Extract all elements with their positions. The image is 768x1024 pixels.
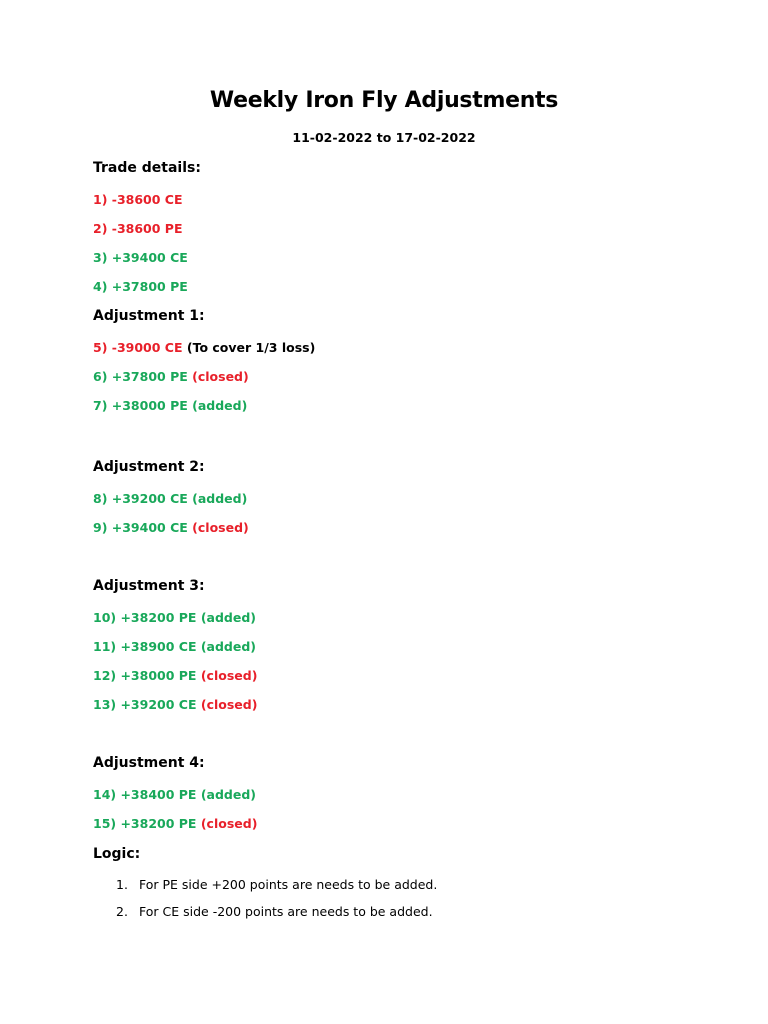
- position-label: 12) +38000 PE: [93, 668, 197, 683]
- adjustment-4-line-1: 14) +38400 PE (added): [93, 787, 257, 802]
- adjustment-3-heading: Adjustment 3:: [93, 578, 205, 594]
- position-label: 6) +37800 PE: [93, 369, 188, 384]
- document-title: Weekly Iron Fly Adjustments: [209, 88, 559, 113]
- list-number: 1.: [116, 877, 128, 892]
- closed-tag: (closed): [200, 668, 258, 683]
- trade-details-heading: Trade details:: [93, 160, 201, 176]
- position-label: 9) +39400 CE: [93, 520, 188, 535]
- adjustment-1-line-2: [93, 369, 249, 384]
- adjustment-2-line-1: 8) +39200 CE (added): [93, 491, 248, 506]
- adjustment-3-line-4: [93, 697, 257, 712]
- adjustment-4-heading: Adjustment 4:: [93, 755, 205, 771]
- position-label: 5) -39000 CE: [93, 340, 183, 355]
- adjustment-4-line-2: [93, 816, 257, 831]
- adjustment-1-heading: Adjustment 1:: [93, 308, 205, 324]
- position-label: 15) +38200 PE: [93, 816, 197, 831]
- adjustment-1-line-3: 7) +38000 PE (added): [93, 398, 248, 413]
- adjustment-1-line-1: [93, 340, 315, 355]
- closed-tag: (closed): [192, 520, 249, 535]
- trade-line-4: 4) +37800 PE: [93, 279, 188, 294]
- list-text: For CE side -200 points are needs to be added.: [139, 904, 433, 919]
- adjustment-2-heading: Adjustment 2:: [93, 459, 205, 475]
- list-text: For PE side +200 points are needs to be added.: [139, 877, 438, 892]
- closed-tag: (closed): [200, 816, 258, 831]
- adjustment-3-line-2: 11) +38900 CE (added): [93, 639, 257, 654]
- list-number: 2.: [116, 904, 128, 919]
- trade-line-1: 1) -38600 CE: [93, 192, 183, 207]
- trade-line-2: 2) -38600 PE: [93, 221, 183, 236]
- logic-heading: Logic:: [93, 846, 141, 862]
- date-range: 11-02-2022 to 17-02-2022: [292, 130, 476, 145]
- adjustment-3-line-3: [93, 668, 257, 683]
- position-label: 13) +39200 CE: [93, 697, 197, 712]
- adjustment-3-line-1: 10) +38200 PE (added): [93, 610, 257, 625]
- position-note: (To cover 1/3 loss): [186, 340, 316, 355]
- closed-tag: (closed): [200, 697, 258, 712]
- trade-line-3: 3) +39400 CE: [93, 250, 188, 265]
- adjustment-2-line-2: [93, 520, 249, 535]
- closed-tag: (closed): [192, 369, 249, 384]
